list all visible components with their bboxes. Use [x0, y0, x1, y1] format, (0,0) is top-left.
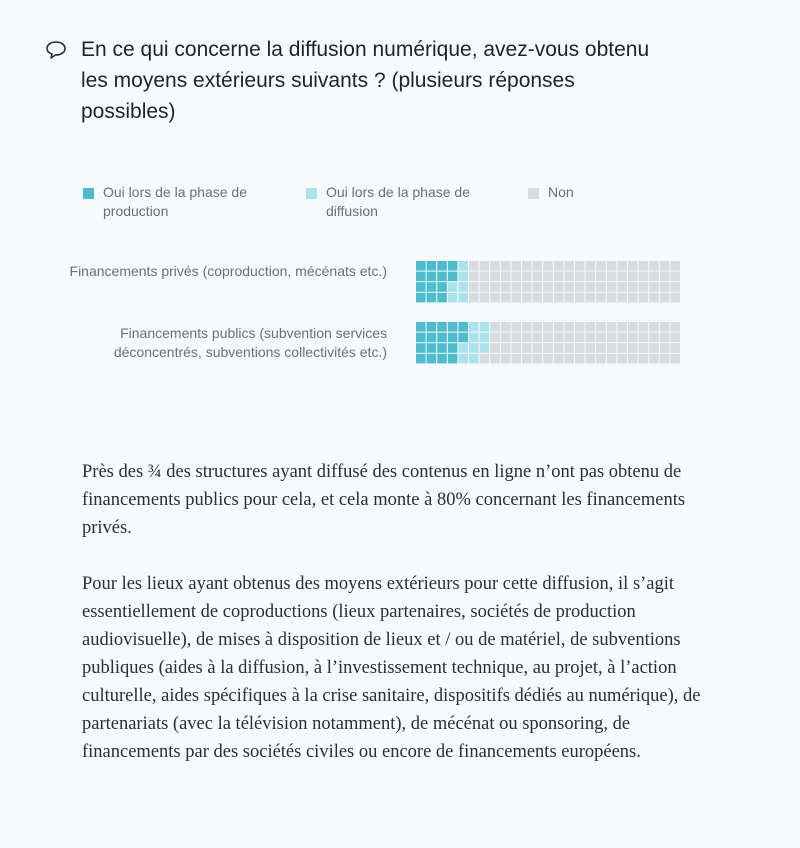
waffle-cell-non	[533, 272, 543, 282]
waffle-cell-production	[448, 322, 458, 332]
waffle-cell-non	[596, 354, 606, 364]
waffle-cell-non	[575, 282, 585, 292]
waffle-cell-non	[554, 282, 564, 292]
waffle-cell-non	[670, 322, 680, 332]
waffle-cell-non	[628, 343, 638, 353]
waffle-cell-non	[596, 272, 606, 282]
waffle-cell-non	[554, 333, 564, 343]
waffle-cell-non	[660, 293, 670, 303]
waffle-cell-non	[490, 333, 500, 343]
waffle-cell-non	[533, 261, 543, 271]
waffle-cell-non	[586, 261, 596, 271]
waffle-cell-non	[543, 354, 553, 364]
waffle-cell-non	[586, 322, 596, 332]
waffle-cell-non	[670, 343, 680, 353]
waffle-cell-non	[501, 293, 511, 303]
waffle-cell-non	[639, 272, 649, 282]
waffle-cell-non	[575, 333, 585, 343]
waffle-cell-non	[670, 282, 680, 292]
waffle-cell-non	[607, 322, 617, 332]
waffle-cell-diffusion	[458, 272, 468, 282]
waffle-cell-production	[416, 282, 426, 292]
waffle-cell-non	[586, 333, 596, 343]
waffle-cell-non	[639, 322, 649, 332]
waffle-cell-diffusion	[448, 282, 458, 292]
waffle-cell-diffusion	[458, 343, 468, 353]
waffle-cell-production	[427, 282, 437, 292]
waffle-cell-non	[639, 293, 649, 303]
waffle-cell-production	[458, 333, 468, 343]
waffle-cell-non	[649, 333, 659, 343]
waffle-cell-diffusion	[469, 322, 479, 332]
waffle-cell-non	[586, 282, 596, 292]
legend-label-non: Non	[548, 184, 574, 200]
waffle-cell-non	[649, 272, 659, 282]
waffle-cell-non	[617, 322, 627, 332]
waffle-cell-non	[575, 293, 585, 303]
waffle-cell-non	[490, 282, 500, 292]
waffle-cell-production	[427, 322, 437, 332]
waffle-cell-non	[617, 354, 627, 364]
waffle-cell-diffusion	[480, 343, 490, 353]
waffle-cell-non	[543, 343, 553, 353]
waffle-cell-non	[469, 293, 479, 303]
waffle-cell-non	[511, 272, 521, 282]
waffle-cell-non	[490, 343, 500, 353]
waffle-cell-non	[670, 272, 680, 282]
legend-label-diffusion: Oui lors de la phase de diffusion	[326, 184, 470, 219]
waffle-cell-non	[490, 261, 500, 271]
waffle-cell-non	[501, 354, 511, 364]
waffle-cell-non	[660, 333, 670, 343]
body-text	[82, 458, 712, 794]
waffle-cell-non	[543, 293, 553, 303]
waffle-cell-production	[458, 322, 468, 332]
waffle-cell-non	[596, 322, 606, 332]
waffle-cell-non	[533, 322, 543, 332]
waffle-cell-diffusion	[458, 282, 468, 292]
waffle-cell-production	[448, 333, 458, 343]
waffle-cell-production	[437, 293, 447, 303]
waffle-cell-non	[660, 343, 670, 353]
waffle-cell-non	[511, 322, 521, 332]
waffle-cell-non	[670, 354, 680, 364]
question-text: En ce qui concerne la diffusion numérique, avez-vous obtenu les moyens extérieurs suivants ? (plusieurs réponses possibles)	[81, 38, 650, 123]
waffle-cell-non	[490, 293, 500, 303]
waffle-cell-non	[564, 322, 574, 332]
waffle-cell-non	[533, 343, 543, 353]
waffle-cell-non	[607, 282, 617, 292]
waffle-cell-production	[448, 354, 458, 364]
waffle-cell-production	[437, 354, 447, 364]
waffle-cell-non	[469, 282, 479, 292]
waffle-cell-non	[533, 333, 543, 343]
waffle-cell-non	[501, 333, 511, 343]
waffle-cell-non	[564, 343, 574, 353]
waffle-cell-production	[437, 333, 447, 343]
waffle-cell-production	[448, 343, 458, 353]
waffle-cell-non	[628, 272, 638, 282]
waffle-cell-non	[522, 272, 532, 282]
waffle-cell-non	[628, 282, 638, 292]
waffle-cell-production	[416, 272, 426, 282]
waffle-cell-production	[437, 343, 447, 353]
waffle-cell-non	[607, 354, 617, 364]
waffle-cell-non	[490, 272, 500, 282]
waffle-cell-non	[639, 282, 649, 292]
waffle-cell-non	[522, 322, 532, 332]
waffle-cell-non	[617, 343, 627, 353]
waffle-cell-non	[554, 272, 564, 282]
waffle-cell-non	[511, 343, 521, 353]
waffle-cell-non	[501, 282, 511, 292]
waffle-cell-non	[660, 354, 670, 364]
waffle-cell-non	[607, 343, 617, 353]
waffle-cell-non	[554, 354, 564, 364]
waffle-cell-non	[575, 343, 585, 353]
waffle-cell-non	[522, 343, 532, 353]
waffle-cell-non	[564, 293, 574, 303]
waffle-cell-non	[617, 282, 627, 292]
waffle-cell-non	[639, 261, 649, 271]
waffle-cell-non	[628, 322, 638, 332]
waffle-cell-non	[533, 293, 543, 303]
waffle-cell-diffusion	[469, 343, 479, 353]
waffle-cell-non	[469, 261, 479, 271]
waffle-cell-non	[501, 322, 511, 332]
waffle-cell-non	[660, 322, 670, 332]
waffle-cell-non	[533, 354, 543, 364]
waffle-cell-non	[543, 282, 553, 292]
waffle-cell-non	[596, 261, 606, 271]
waffle-cell-non	[522, 333, 532, 343]
waffle-cell-non	[670, 261, 680, 271]
waffle-cell-non	[660, 282, 670, 292]
paragraph-1: Près des ¾ des structures ayant diffusé des contenus en ligne n’ont pas obtenu de financements publics pour cela, et cela monte à 80% concernant les financements privés.	[82, 462, 686, 538]
waffle-cell-production	[437, 261, 447, 271]
waffle-cell-non	[522, 261, 532, 271]
waffle-cell-non	[564, 261, 574, 271]
waffle-cell-diffusion	[480, 333, 490, 343]
waffle-row-0	[416, 261, 680, 302]
waffle-cell-non	[670, 333, 680, 343]
waffle-cell-non	[575, 261, 585, 271]
waffle-cell-non	[649, 293, 659, 303]
waffle-cell-non	[586, 354, 596, 364]
waffle-cell-production	[448, 272, 458, 282]
waffle-row-1	[416, 322, 680, 363]
waffle-cell-non	[575, 322, 585, 332]
waffle-cell-non	[596, 333, 606, 343]
waffle-cell-non	[586, 343, 596, 353]
waffle-cell-non	[639, 354, 649, 364]
waffle-cell-non	[554, 322, 564, 332]
waffle-cell-non	[511, 333, 521, 343]
waffle-cell-production	[437, 272, 447, 282]
waffle-cell-non	[501, 261, 511, 271]
paragraph-2: Pour les lieux ayant obtenus des moyens extérieurs pour cette diffusion, il s’agit essentiellement de coproductions (lieux partenaires, sociétés de production audiovisuelle), de mises à disposition de lieux et / ou de matériel, de subventions publiques (aides à la diffusion, à l’investissement technique, au projet, à l’action culturelle, aides spécifiques à la crise sanitaire, dispositifs dédiés au numérique), de partenariats (avec la télévision notamment), de mécénat ou sponsoring, de financements par des sociétés civiles ou encore de financements européens.	[82, 574, 701, 762]
waffle-cell-non	[511, 354, 521, 364]
waffle-cell-production	[427, 272, 437, 282]
waffle-cell-production	[448, 261, 458, 271]
waffle-cell-non	[649, 261, 659, 271]
waffle-cell-non	[564, 333, 574, 343]
waffle-cell-production	[427, 261, 437, 271]
waffle-cell-production	[416, 293, 426, 303]
waffle-cell-production	[416, 343, 426, 353]
waffle-cell-non	[564, 282, 574, 292]
waffle-cell-non	[607, 261, 617, 271]
waffle-cell-non	[649, 322, 659, 332]
row-label-prives: Financements privés (coproduction, mécénats etc.)	[69, 263, 387, 279]
waffle-cell-non	[628, 261, 638, 271]
waffle-cell-non	[522, 293, 532, 303]
waffle-cell-production	[416, 354, 426, 364]
waffle-cell-non	[480, 282, 490, 292]
waffle-cell-non	[607, 272, 617, 282]
waffle-cell-non	[480, 293, 490, 303]
waffle-cell-non	[490, 322, 500, 332]
waffle-cell-non	[543, 322, 553, 332]
waffle-cell-non	[628, 333, 638, 343]
waffle-cell-non	[596, 343, 606, 353]
waffle-cell-non	[596, 282, 606, 292]
waffle-cell-non	[617, 333, 627, 343]
waffle-cell-non	[469, 272, 479, 282]
waffle-cell-non	[480, 272, 490, 282]
waffle-cell-non	[575, 354, 585, 364]
waffle-cell-non	[649, 354, 659, 364]
waffle-cell-non	[639, 343, 649, 353]
waffle-cell-production	[437, 322, 447, 332]
waffle-cell-non	[480, 261, 490, 271]
waffle-cell-non	[660, 261, 670, 271]
row-label-publics: Financements publics (subvention services déconcentrés, subventions collectivités etc.)	[113, 325, 387, 360]
waffle-cell-non	[617, 293, 627, 303]
waffle-cell-non	[575, 272, 585, 282]
waffle-cell-non	[670, 293, 680, 303]
waffle-cell-diffusion	[448, 293, 458, 303]
waffle-cell-production	[416, 322, 426, 332]
waffle-cell-non	[607, 333, 617, 343]
waffle-cell-non	[628, 293, 638, 303]
waffle-cell-non	[554, 293, 564, 303]
waffle-cell-production	[427, 354, 437, 364]
waffle-cell-non	[511, 293, 521, 303]
waffle-cell-non	[564, 272, 574, 282]
waffle-cell-non	[522, 282, 532, 292]
waffle-cell-diffusion	[458, 261, 468, 271]
waffle-cell-production	[427, 343, 437, 353]
waffle-cell-non	[522, 354, 532, 364]
waffle-cell-non	[649, 343, 659, 353]
waffle-cell-non	[617, 261, 627, 271]
waffle-cell-non	[617, 272, 627, 282]
waffle-cell-non	[511, 282, 521, 292]
waffle-cell-non	[543, 333, 553, 343]
waffle-cell-non	[596, 293, 606, 303]
waffle-cell-non	[660, 272, 670, 282]
waffle-cell-diffusion	[458, 293, 468, 303]
waffle-cell-non	[586, 272, 596, 282]
waffle-cell-production	[416, 261, 426, 271]
waffle-cell-production	[416, 333, 426, 343]
waffle-cell-non	[564, 354, 574, 364]
waffle-cell-non	[649, 282, 659, 292]
waffle-cell-non	[543, 261, 553, 271]
waffle-cell-non	[554, 261, 564, 271]
waffle-chart	[0, 0, 800, 400]
waffle-cell-non	[533, 282, 543, 292]
waffle-cell-non	[490, 354, 500, 364]
waffle-cell-non	[628, 354, 638, 364]
waffle-cell-non	[511, 261, 521, 271]
waffle-cell-diffusion	[480, 322, 490, 332]
waffle-cell-non	[480, 354, 490, 364]
waffle-cell-non	[501, 272, 511, 282]
waffle-cell-production	[437, 282, 447, 292]
waffle-cell-non	[607, 293, 617, 303]
waffle-cell-non	[543, 272, 553, 282]
legend-label-production: Oui lors de la phase de production	[103, 184, 247, 219]
waffle-cell-diffusion	[469, 354, 479, 364]
waffle-cell-non	[501, 343, 511, 353]
waffle-cell-diffusion	[458, 354, 468, 364]
waffle-cell-production	[427, 333, 437, 343]
waffle-cell-diffusion	[469, 333, 479, 343]
waffle-cell-production	[427, 293, 437, 303]
waffle-cell-non	[554, 343, 564, 353]
waffle-cell-non	[639, 333, 649, 343]
waffle-cell-non	[586, 293, 596, 303]
